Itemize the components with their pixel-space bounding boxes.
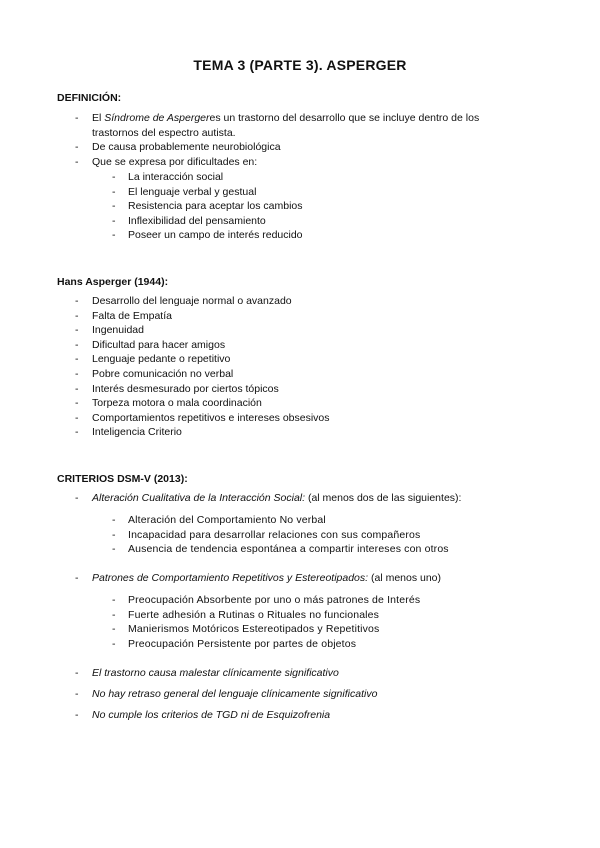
criterio-patrones-sublist [112,593,508,651]
list-item: - El Síndrome de Aspergeres un trastorno del desarrollo que se incluye dentro de los trastornos del espectro autista. [75,112,480,139]
list-item: - Ausencia de tendencia espontánea a compartir intereses con otros [112,543,449,556]
list-item: - Ingenuidad [75,324,144,337]
list-item: - Patrones de Comportamiento Repetitivos y Estereotipados: (al menos uno) [75,572,442,584]
criterio-group-social [75,491,522,506]
dificultades-sublist [112,170,508,243]
hans-asperger-list [75,294,522,440]
list-item: - Falta de Empatía [75,309,172,322]
list-item: - Torpeza motora o mala coordinación [75,397,262,410]
definicion-heading: DEFINICIÓN: [57,92,122,104]
list-item: - No cumple los criterios de TGD ni de Esquizofrenia [75,709,331,721]
list-item: - Dificultad para hacer amigos [75,338,226,351]
criterio-social-sublist [112,513,508,557]
definicion-list [75,111,522,169]
list-item: - Inteligencia Criterio [75,426,182,439]
criterio-note-lenguaje [75,687,522,702]
list-item: - El lenguaje verbal y gestual [112,185,257,198]
list-item: - Pobre comunicación no verbal [75,367,234,380]
list-item: - Desarrollo del lenguaje normal o avanzado [75,295,292,307]
dash-bullet: - [75,141,79,154]
list-item: - Incapacidad para desarrollar relaciones con sus compañeros [112,528,421,541]
list-item: - Inflexibilidad del pensamiento [112,214,266,227]
list-item: - Preocupación Persistente por partes de objetos [112,637,357,650]
list-item: - Alteración del Comportamiento No verbal [112,514,326,526]
list-item: - Lenguaje pedante o repetitivo [75,353,231,366]
list-item: - Manierismos Motóricos Estereotipados y Repetitivos [112,623,380,636]
list-item: - La interacción social [112,171,224,183]
list-item: - Resistencia para aceptar los cambios [112,200,303,213]
list-item: - De causa probablemente neurobiológica [75,141,281,154]
criterio-group-patrones [75,571,522,586]
list-item: - No hay retraso general del lenguaje clínicamente significativo [75,688,378,700]
list-item: - Fuerte adhesión a Rutinas o Rituales no funcionales [112,608,380,621]
hans-asperger-heading: Hans Asperger (1944): [57,276,169,288]
list-item: - Alteración Cualitativa de la Interacción Social: (al menos dos de las siguientes): [75,492,462,504]
criterios-heading: CRITERIOS DSM-V (2013): [57,473,188,485]
syndrome-term: Síndrome de Asperger [104,112,210,124]
page-title: TEMA 3 (PARTE 3). ASPERGER [193,57,407,73]
list-item: - El trastorno causa malestar clínicamente significativo [75,667,339,679]
criterio-note-tgd [75,708,522,723]
list-item: - Interés desmesurado por ciertos tópicos [75,382,279,395]
list-item: - Que se expresa por dificultades en: [75,155,258,168]
list-item: - Poseer un campo de interés reducido [112,229,303,242]
criterio-note-malestar [75,666,522,681]
dash-bullet: - [75,155,79,168]
list-item: - Comportamientos repetitivos e intereses obsesivos [75,411,330,424]
dash-bullet: - [75,112,79,124]
list-item: - Preocupación Absorbente por uno o más patrones de Interés [112,594,421,606]
